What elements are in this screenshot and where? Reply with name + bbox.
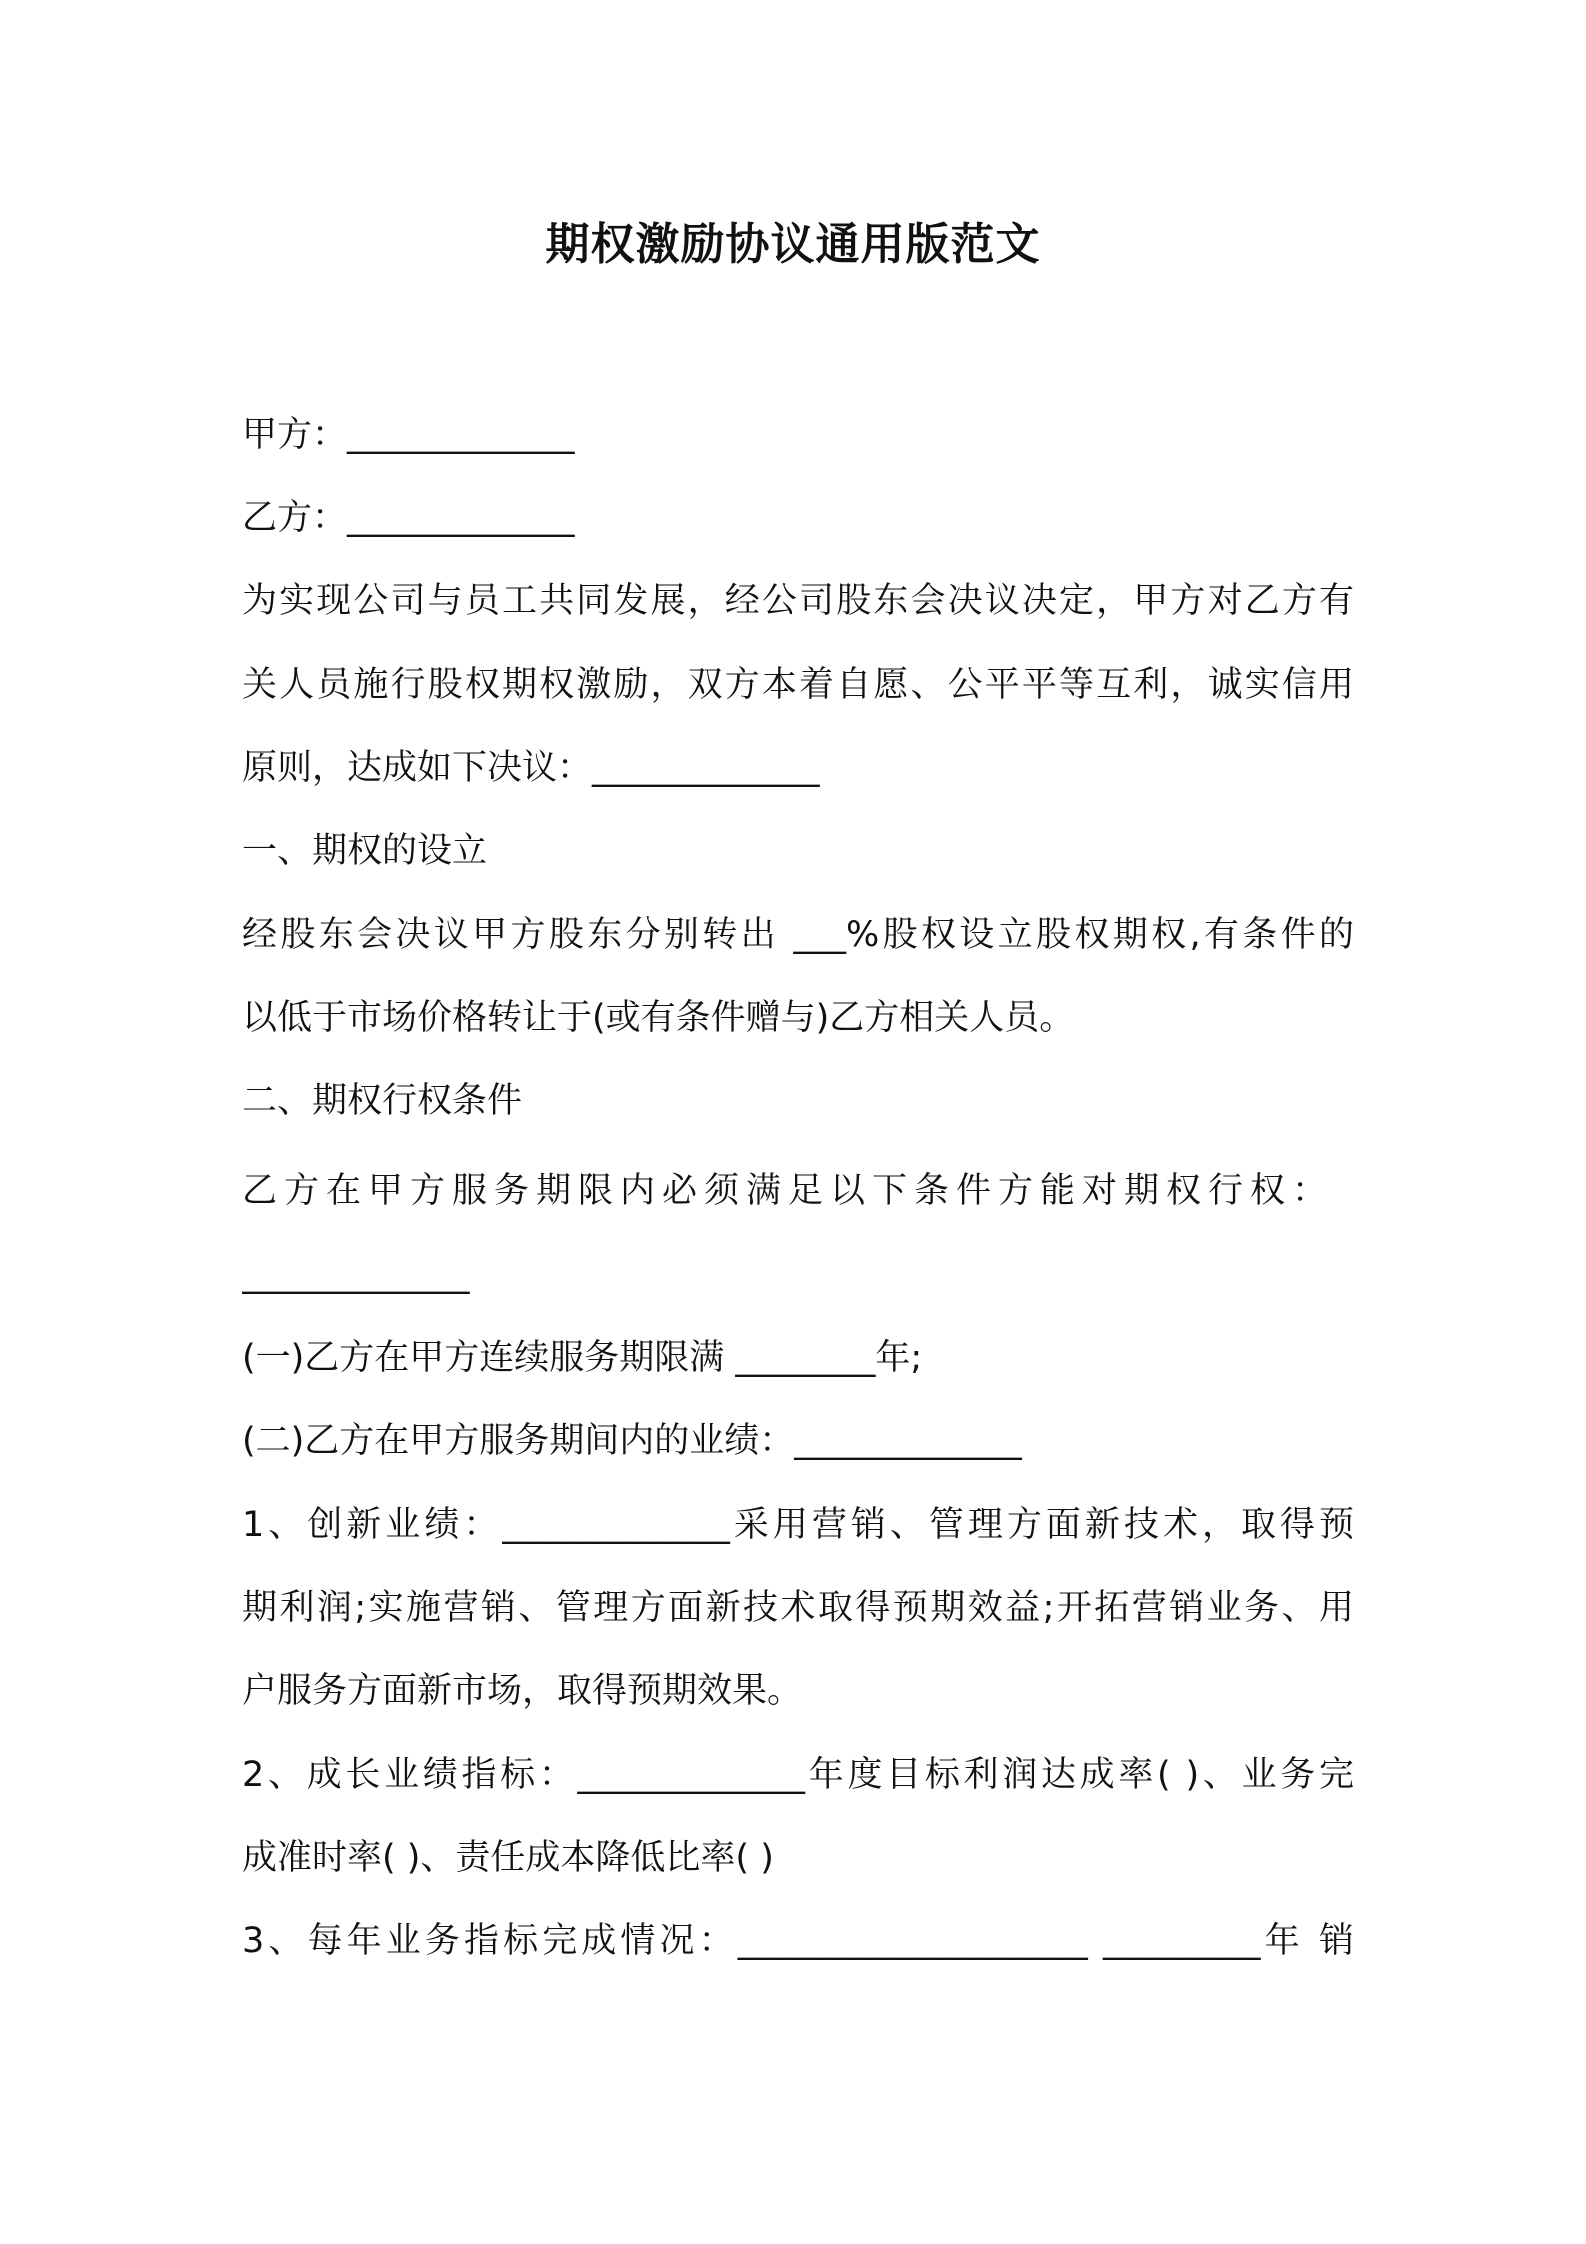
section-1-line-2: 以低于市场价格转让于(或有条件赠与)乙方相关人员。: [242, 998, 1075, 1038]
preamble-line-3: 原则，达成如下决议：_____________: [242, 748, 820, 788]
party-b-line: 乙方：_____________: [242, 498, 575, 538]
item-3-line-1: 3、每年业务指标完成情况：____________________ _________年 销: [242, 1921, 1354, 1961]
section-1-line-1: 经股东会决议甲方股东分别转出 ___%股权设立股权期权,有条件的: [242, 915, 1354, 955]
item-2-line-1: 2、成长业绩指标：_____________年度目标利润达成率( )、业务完: [242, 1755, 1354, 1795]
section-2-heading: 二、期权行权条件: [242, 1081, 523, 1121]
section-2-intro: 乙方在甲方服务期限内必须满足以下条件方能对期权行权：: [242, 1171, 1335, 1211]
condition-1: (一)乙方在甲方连续服务期限满 ________年;: [242, 1338, 923, 1378]
document-title: 期权激励协议通用版范文: [545, 219, 1041, 270]
party-a-line: 甲方：_____________: [242, 415, 575, 455]
preamble-line-1: 为实现公司与员工共同发展，经公司股东会决议决定，甲方对乙方有: [242, 581, 1354, 621]
item-1-line-3: 户服务方面新市场，取得预期效果。: [242, 1671, 803, 1711]
item-1-line-2: 期利润;实施营销、管理方面新技术取得预期效益;开拓营销业务、用: [242, 1588, 1354, 1628]
item-2-line-2: 成准时率( )、责任成本降低比率( ): [242, 1838, 774, 1878]
section-2-blank: _____________: [242, 1255, 470, 1295]
preamble-line-2: 关人员施行股权期权激励，双方本着自愿、公平平等互利，诚实信用: [242, 665, 1354, 705]
item-1-line-1: 1、创新业绩：_____________采用营销、管理方面新技术，取得预: [242, 1505, 1354, 1545]
section-1-heading: 一、期权的设立: [242, 831, 488, 871]
condition-2: (二)乙方在甲方服务期间内的业绩：_____________: [242, 1421, 1022, 1461]
